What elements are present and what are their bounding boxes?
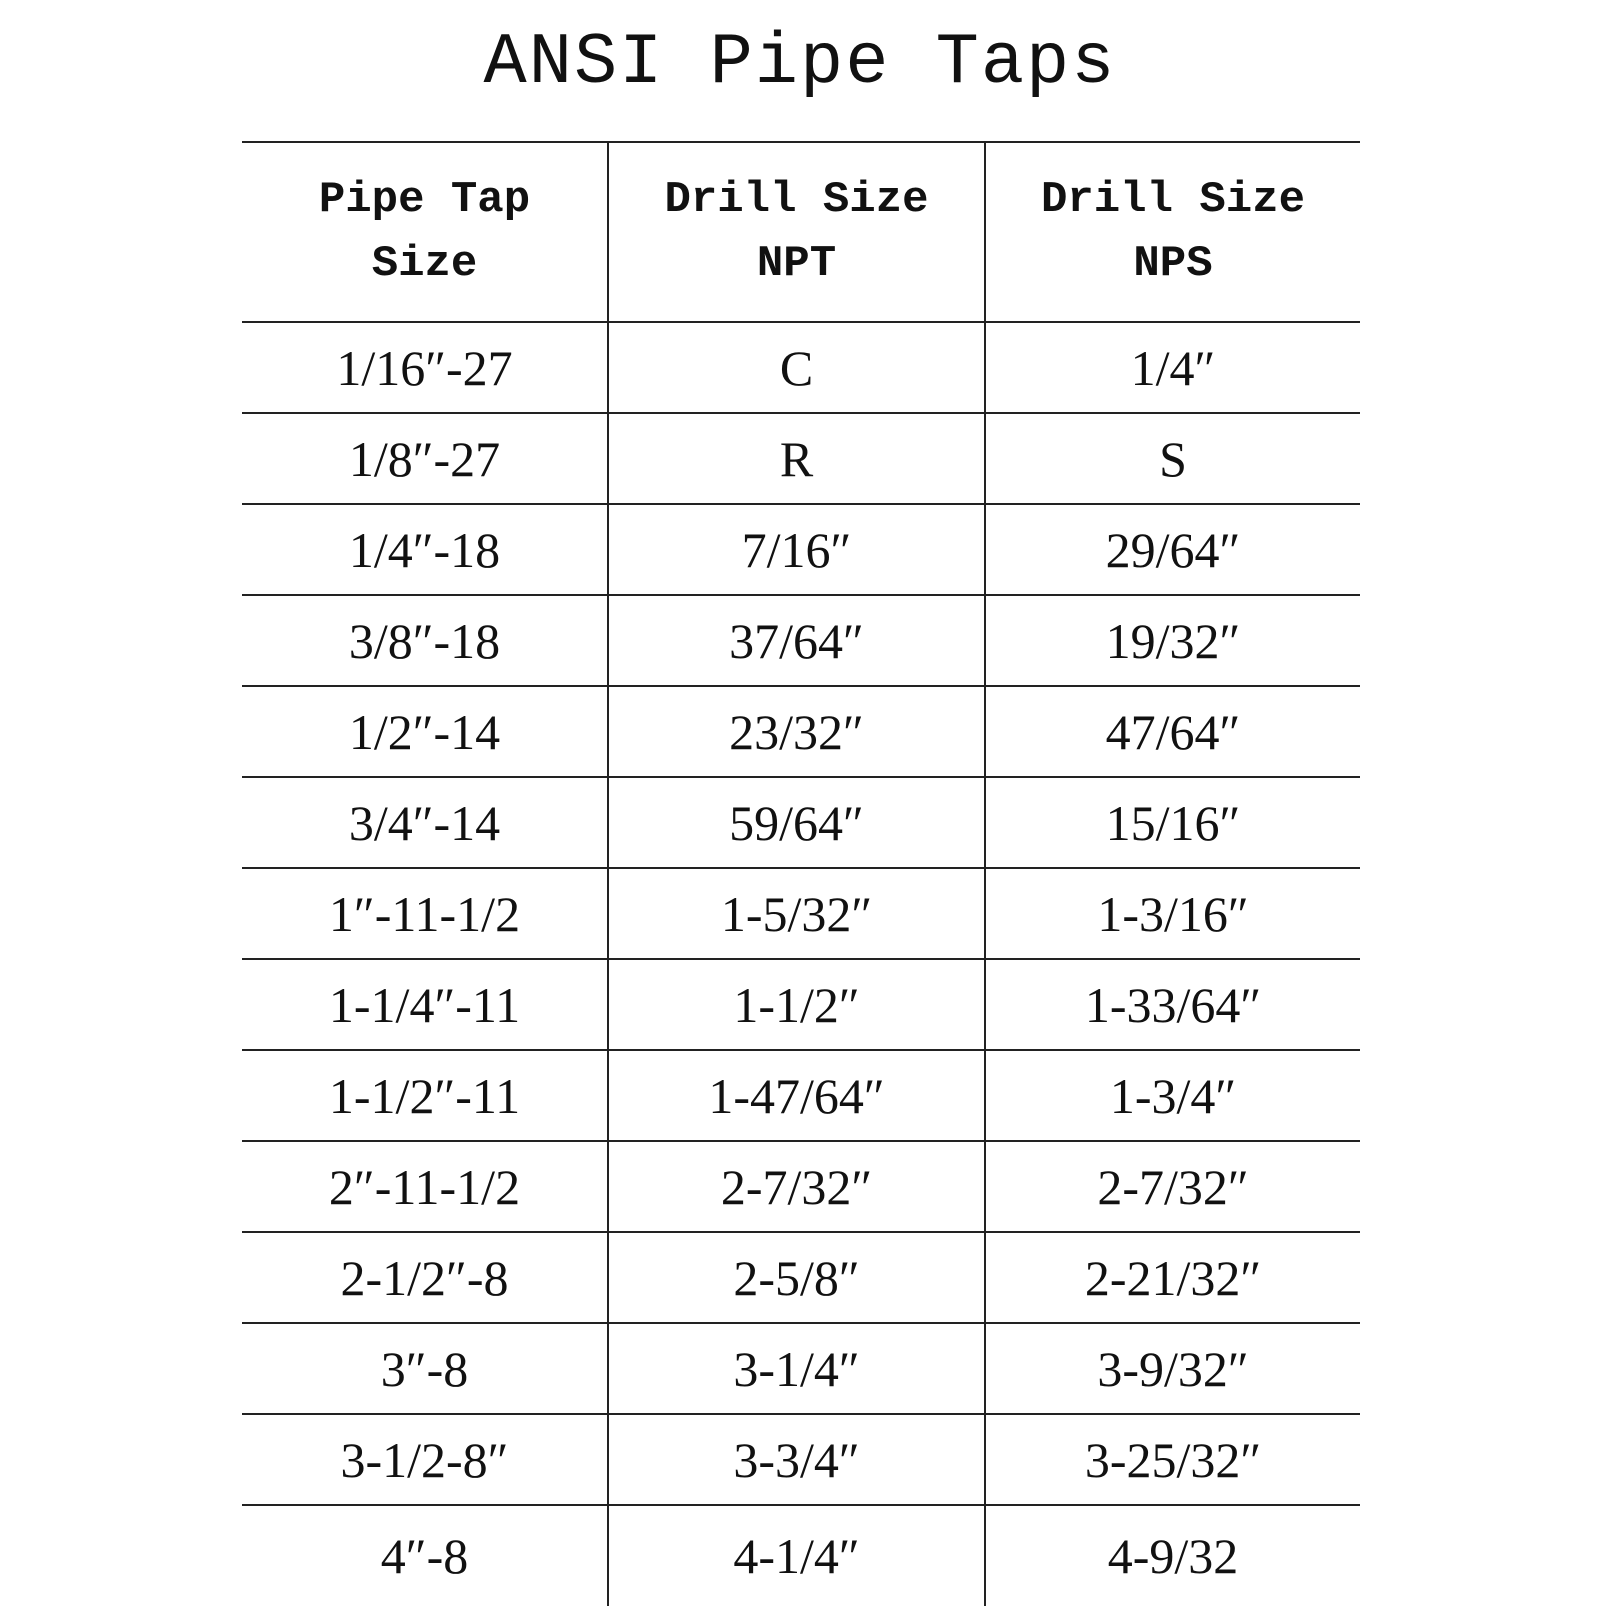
header-line: Drill Size (664, 175, 929, 225)
cell-drill-size-nps: 1-3/16″ (985, 868, 1360, 959)
pipe-tap-table-container (242, 141, 1360, 1606)
column-header-pipe-tap-size (242, 142, 608, 322)
cell-pipe-tap-size: 2″-11-1/2 (242, 1141, 608, 1232)
cell-pipe-tap-size: 1″-11-1/2 (242, 868, 608, 959)
cell-drill-size-npt: C (608, 322, 985, 413)
cell-pipe-tap-size: 4″-8 (242, 1505, 608, 1606)
table-row (242, 686, 1360, 777)
cell-drill-size-npt: 2-7/32″ (608, 1141, 985, 1232)
table-row (242, 1141, 1360, 1232)
table-row (242, 1505, 1360, 1606)
cell-drill-size-nps: 1-33/64″ (985, 959, 1360, 1050)
cell-pipe-tap-size: 3″-8 (242, 1323, 608, 1414)
cell-pipe-tap-size: 1-1/4″-11 (242, 959, 608, 1050)
table-row (242, 1232, 1360, 1323)
table-row (242, 868, 1360, 959)
cell-pipe-tap-size: 1/8″-27 (242, 413, 608, 504)
header-line: Size (371, 239, 478, 289)
cell-drill-size-npt: 7/16″ (608, 504, 985, 595)
cell-drill-size-npt: 23/32″ (608, 686, 985, 777)
header-line: Drill Size (1040, 175, 1306, 225)
cell-drill-size-nps: 47/64″ (985, 686, 1360, 777)
table-row (242, 595, 1360, 686)
cell-drill-size-npt: 59/64″ (608, 777, 985, 868)
table-body (242, 322, 1360, 1606)
cell-drill-size-nps: 4-9/32 (985, 1505, 1360, 1606)
cell-pipe-tap-size: 3/4″-14 (242, 777, 608, 868)
cell-pipe-tap-size: 2-1/2″-8 (242, 1232, 608, 1323)
table-header-row (242, 142, 1360, 322)
cell-drill-size-npt: 1-5/32″ (608, 868, 985, 959)
table-row (242, 1050, 1360, 1141)
table-row (242, 413, 1360, 504)
cell-drill-size-nps: S (985, 413, 1360, 504)
cell-drill-size-nps: 29/64″ (985, 504, 1360, 595)
pipe-tap-table (242, 141, 1360, 1606)
cell-drill-size-nps: 3-25/32″ (985, 1414, 1360, 1505)
table-row (242, 959, 1360, 1050)
table-row (242, 777, 1360, 868)
cell-pipe-tap-size: 1/4″-18 (242, 504, 608, 595)
cell-pipe-tap-size: 1-1/2″-11 (242, 1050, 608, 1141)
cell-drill-size-nps: 3-9/32″ (985, 1323, 1360, 1414)
header-line: Pipe Tap (318, 175, 531, 225)
cell-pipe-tap-size: 1/16″-27 (242, 322, 608, 413)
table-row (242, 322, 1360, 413)
column-header-drill-size-npt (608, 142, 985, 322)
cell-drill-size-nps: 1/4″ (985, 322, 1360, 413)
header-line: NPT (756, 239, 837, 289)
cell-drill-size-npt: 37/64″ (608, 595, 985, 686)
cell-drill-size-npt: 1-1/2″ (608, 959, 985, 1050)
cell-drill-size-nps: 15/16″ (985, 777, 1360, 868)
table-row (242, 504, 1360, 595)
cell-drill-size-npt: 1-47/64″ (608, 1050, 985, 1141)
cell-drill-size-npt: 3-3/4″ (608, 1414, 985, 1505)
table-row (242, 1414, 1360, 1505)
cell-drill-size-nps: 2-21/32″ (985, 1232, 1360, 1323)
column-header-drill-size-nps (985, 142, 1360, 322)
header-line: NPS (1133, 239, 1213, 289)
cell-drill-size-npt: R (608, 413, 985, 504)
cell-drill-size-nps: 2-7/32″ (985, 1141, 1360, 1232)
cell-drill-size-npt: 3-1/4″ (608, 1323, 985, 1414)
table-row (242, 1323, 1360, 1414)
cell-drill-size-npt: 4-1/4″ (608, 1505, 985, 1606)
page-title: ANSI Pipe Taps (483, 22, 1117, 104)
cell-drill-size-nps: 1-3/4″ (985, 1050, 1360, 1141)
cell-drill-size-npt: 2-5/8″ (608, 1232, 985, 1323)
cell-drill-size-nps: 19/32″ (985, 595, 1360, 686)
cell-pipe-tap-size: 1/2″-14 (242, 686, 608, 777)
cell-pipe-tap-size: 3-1/2-8″ (242, 1414, 608, 1505)
cell-pipe-tap-size: 3/8″-18 (242, 595, 608, 686)
